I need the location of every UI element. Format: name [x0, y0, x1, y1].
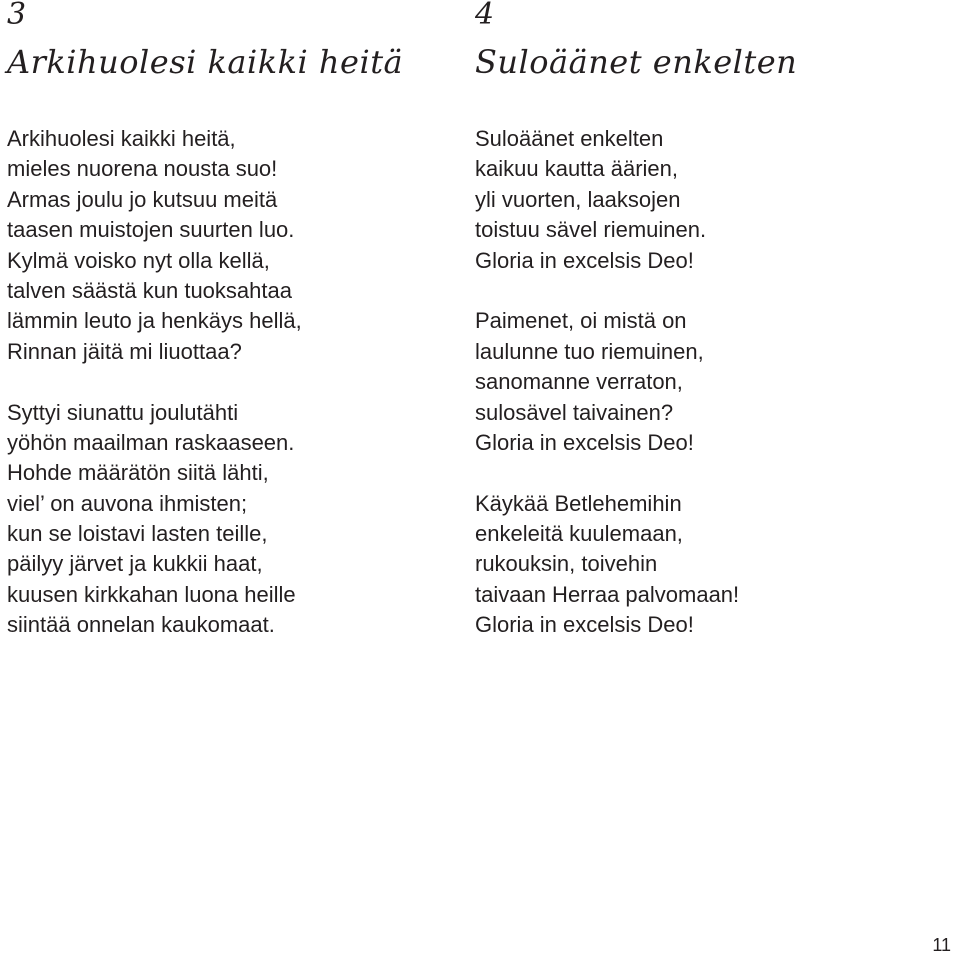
lyric-line: mieles nuorena nousta suo! [7, 156, 278, 182]
song-lyrics [7, 124, 447, 641]
page-number: 11 [932, 935, 951, 955]
lyric-line: sanomanne verraton, [475, 369, 683, 395]
lyric-line: Syttyi siunattu joulutähti [7, 399, 239, 425]
lyric-line: Hohde määrätön siitä lähti, [7, 460, 269, 486]
lyric-line: Gloria in excelsis Deo! [475, 612, 694, 638]
lyric-line: taivaan Herraa palvomaan! [475, 581, 740, 607]
song-title: Arkihuolesi kaikki heitä [7, 43, 404, 81]
lyric-line: yli vuorten, laaksojen [475, 186, 681, 212]
lyric-line: rukouksin, toivehin [475, 551, 658, 577]
lyric-line: taasen muistojen suurten luo. [7, 217, 295, 243]
lyric-line: enkeleitä kuulemaan, [475, 521, 683, 547]
lyric-line: toistuu sävel riemuinen. [475, 217, 707, 243]
song-number: 4 [475, 0, 495, 32]
lyric-line: Arkihuolesi kaikki heitä, [7, 126, 236, 151]
lyric-line: kuusen kirkkahan luona heille [7, 581, 296, 607]
lyric-line: Suloäänet enkelten [475, 126, 664, 151]
lyric-line: kaikuu kautta äärien, [475, 156, 679, 182]
lyric-line: laulunne tuo riemuinen, [475, 338, 704, 364]
lyric-line: Gloria in excelsis Deo! [475, 429, 694, 455]
lyric-line: siintää onnelan kaukomaat. [7, 612, 275, 638]
song-4 [475, 0, 945, 641]
song-number: 3 [7, 0, 27, 32]
lyric-line: Rinnan jäitä mi liuottaa? [7, 338, 242, 364]
lyric-line: kun se loistavi lasten teille, [7, 521, 268, 547]
lyric-line: Paimenet, oi mistä on [475, 308, 687, 334]
lyric-line: talven säästä kun tuoksahtaa [7, 277, 292, 303]
lyric-line: päilyy järvet ja kukkii haat, [7, 551, 263, 577]
stanza-gap [7, 367, 447, 397]
lyric-line: yöhön maailman raskaaseen. [7, 429, 295, 455]
song-lyrics [475, 124, 945, 641]
lyric-line: Armas joulu jo kutsuu meitä [7, 186, 278, 212]
lyric-line: viel’ on auvona ihmisten; [7, 490, 248, 516]
song-3 [7, 0, 447, 641]
stanza-gap [475, 276, 945, 306]
stanza-gap [475, 458, 945, 488]
lyric-line: Käykää Betlehemihin [475, 490, 682, 516]
lyric-line: Gloria in excelsis Deo! [475, 247, 694, 273]
lyric-line: sulosävel taivainen? [475, 399, 674, 425]
lyric-line: Kylmä voisko nyt olla kellä, [7, 247, 270, 273]
song-title: Suloäänet enkelten [475, 43, 798, 81]
lyric-line: lämmin leuto ja henkäys hellä, [7, 308, 302, 334]
